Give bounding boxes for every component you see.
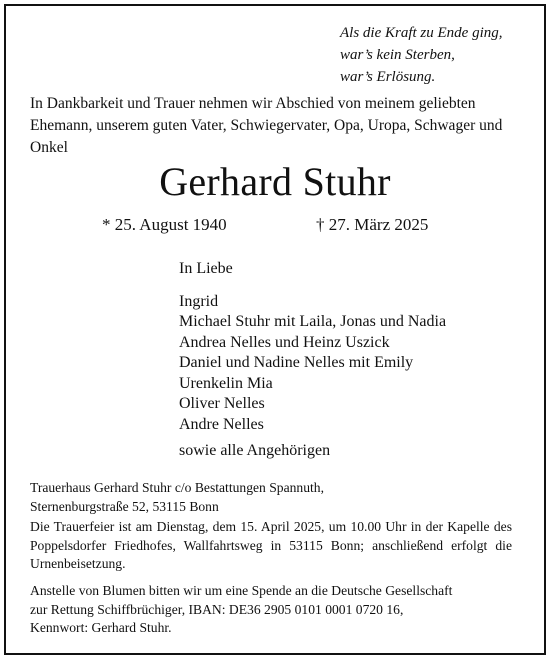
funeral-home-address [30,479,512,516]
poem-line: war’s kein Sterben, [340,47,455,63]
poem-line: Als die Kraft zu Ende ging, [340,25,503,41]
mourners-list [179,259,446,462]
address-line: Trauerhaus Gerhard Stuhr c/o Bestattungen Spannuth, [30,480,324,495]
death-date: † 27. März 2025 [316,215,429,234]
poem [340,22,503,88]
donation-line: Kennwort: Gerhard Stuhr. [30,620,172,635]
donation-line: Anstelle von Blumen bitten wir um eine Spende an die Deutsche Gesellschaft [30,583,453,598]
donation-info [30,582,512,638]
mourner-name: Urenkelin Mia [179,374,273,392]
mourner-name: Andre Nelles [179,415,264,433]
mourners-opening: In Liebe [179,260,233,277]
mourner-name: Daniel und Nadine Nelles mit Emily [179,354,414,371]
mourner-name: Andrea Nelles und Heinz Uszick [179,333,390,351]
birth-date: * 25. August 1940 [102,215,227,234]
intro-text: In Dankbarkeit und Trauer nehmen wir Abschied von meinem geliebten Ehemann, unserem guten Vater, Schwiegervater, Opa, Uropa, Schwager und Onkel [30,95,503,156]
mourner-name: Ingrid [179,292,219,310]
mourner-name: Michael Stuhr mit Laila, Jonas und Nadia [179,313,447,330]
poem-line: war’s Erlösung. [340,69,436,85]
deceased-name: Gerhard Stuhr [159,159,391,204]
mourners-closing: sowie alle Angehörigen [179,442,331,459]
address-line: Sternenburgstraße 52, 53115 Bonn [30,498,219,514]
mourner-name: Oliver Nelles [179,395,265,412]
ceremony-info: Die Trauerfeier ist am Dienstag, dem 15. April 2025, um 10.00 Uhr in der Kapelle des Poppelsdorfer Friedhofes, Wallfahrtsweg in 53115 Bonn; anschließend erfolgt die Urnenbeisetzung. [30,519,512,571]
donation-line: zur Rettung Schiffbrüchiger, IBAN: DE36 2905 0101 0001 0720 16, [30,601,404,617]
